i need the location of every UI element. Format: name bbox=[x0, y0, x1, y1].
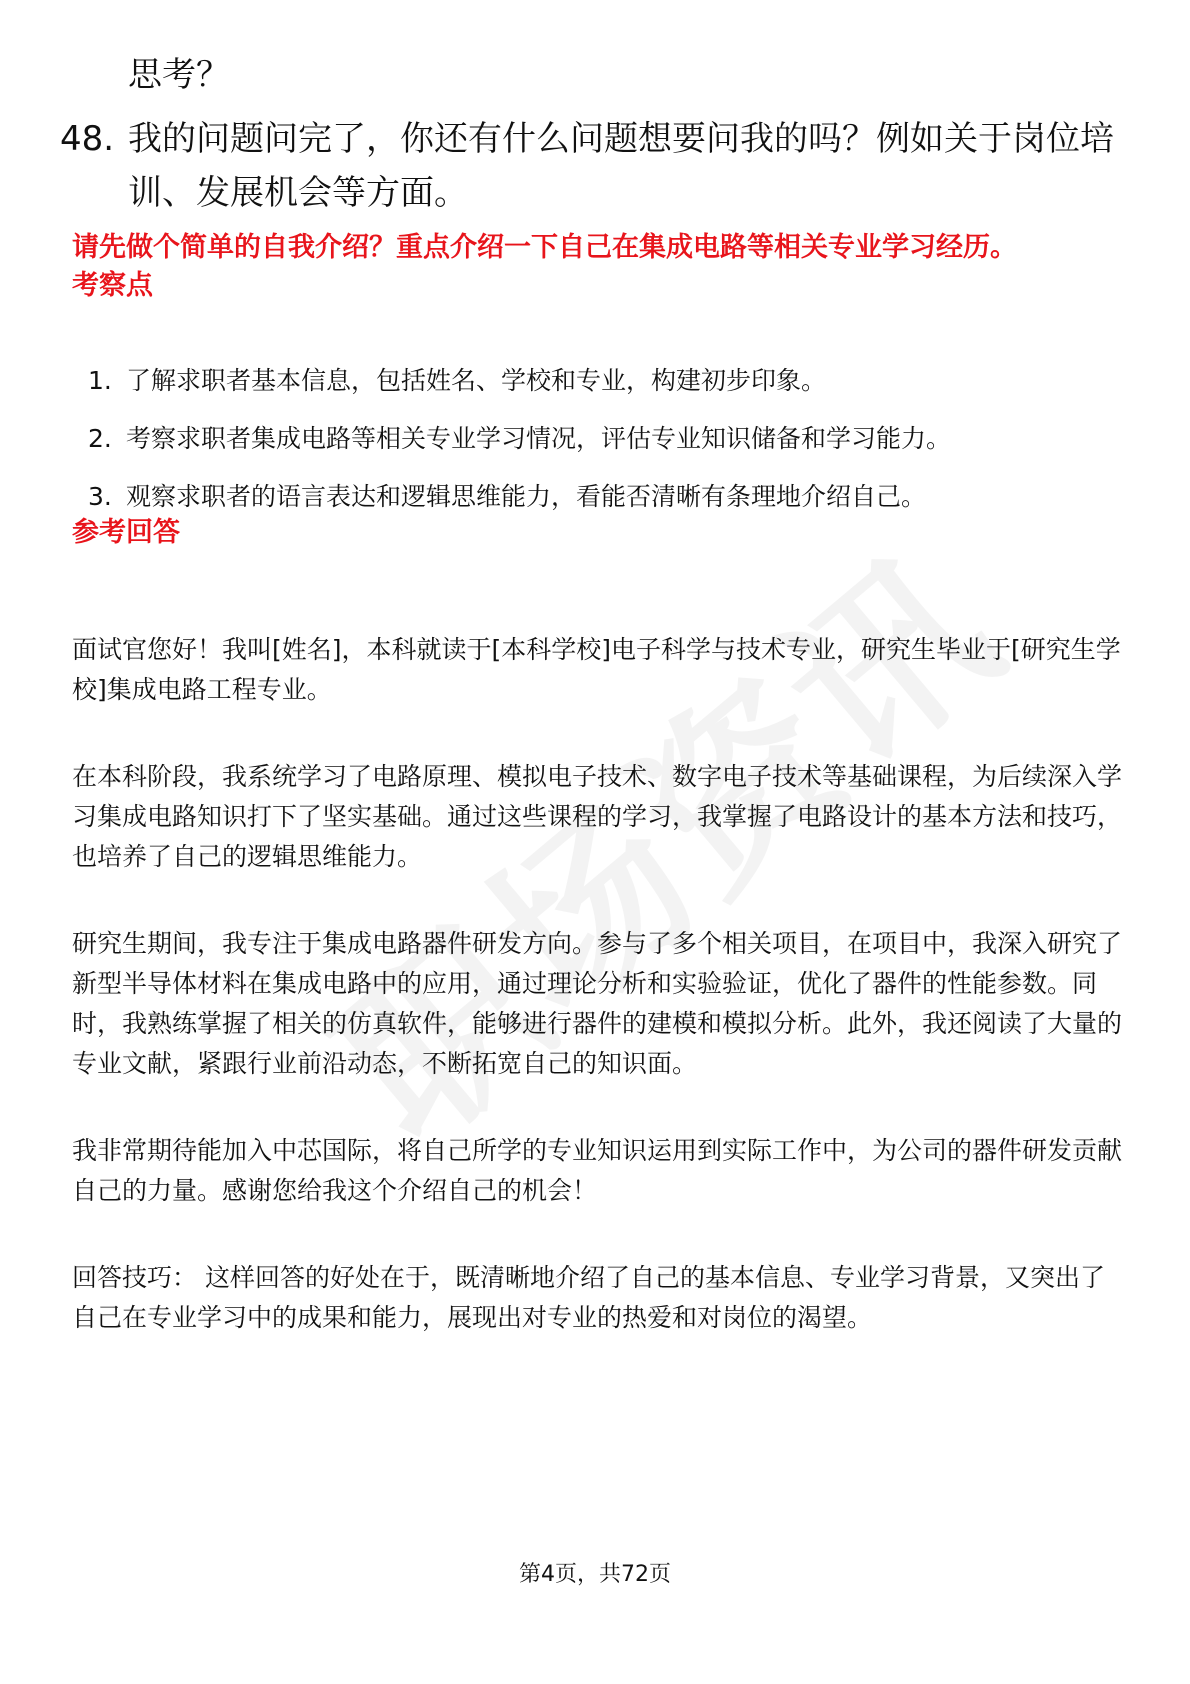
answer-paragraph: 研究生期间，我专注于集成电路器件研发方向。参与了多个相关项目，在项目中，我深入研究了新型半导体材料在集成电路中的应用，通过理论分析和实验验证，优化了器件的性能参数。同时，我熟练掌握了相关的仿真软件，能够进行器件的建模和模拟分析。此外，我还阅读了大量的专业文献，紧跟行业前沿动态，不断拓宽自己的知识面。 bbox=[72, 929, 1123, 1078]
reference-answer-heading: 参考回答 bbox=[72, 517, 180, 548]
question-continuation: 思考？ bbox=[128, 55, 230, 95]
list-item-number: 3. bbox=[88, 482, 112, 511]
interview-question-title: 请先做个简单的自我介绍？重点介绍一下自己在集成电路等相关专业学习经历。 bbox=[72, 232, 1017, 263]
list-item bbox=[88, 477, 1128, 535]
list-item-number: 2. bbox=[88, 424, 112, 453]
list-item-text: 了解求职者基本信息，包括姓名、学校和专业，构建初步印象。 bbox=[126, 366, 827, 395]
question-text: 我的问题问完了，你还有什么问题想要问我的吗？例如关于岗位培训、发展机会等方面。 bbox=[128, 119, 1114, 213]
list-item bbox=[88, 419, 1128, 477]
list-item bbox=[88, 361, 1128, 419]
answer-paragraph: 在本科阶段，我系统学习了电路原理、模拟电子技术、数字电子技术等基础课程，为后续深入学习集成电路知识打下了坚实基础。通过这些课程的学习，我掌握了电路设计的基本方法和技巧，也培养了自己的逻辑思维能力。 bbox=[72, 762, 1123, 871]
question-48 bbox=[60, 112, 1120, 220]
answer-paragraph: 我非常期待能加入中芯国际，将自己所学的专业知识运用到实际工作中，为公司的器件研发贡献自己的力量。感谢您给我这个介绍自己的机会！ bbox=[72, 1136, 1123, 1205]
answer-tip-paragraph: 回答技巧： 这样回答的好处在于，既清晰地介绍了自己的基本信息、专业学习背景，又突出了自己在专业学习中的成果和能力，展现出对专业的热爱和对岗位的渴望。 bbox=[72, 1263, 1105, 1332]
list-item-text: 观察求职者的语言表达和逻辑思维能力，看能否清晰有条理地介绍自己。 bbox=[126, 482, 927, 511]
exam-points-heading: 考察点 bbox=[72, 270, 153, 301]
reference-answer-body bbox=[72, 630, 1124, 1385]
list-item-text: 考察求职者集成电路等相关专业学习情况，评估专业知识储备和学习能力。 bbox=[126, 424, 952, 453]
page-number: 第4页，共72页 bbox=[519, 1562, 671, 1587]
answer-paragraph: 面试官您好！我叫[姓名]，本科就读于[本科学校]电子科学与技术专业，研究生毕业于[研究生学校]集成电路工程专业。 bbox=[72, 635, 1121, 704]
list-item-number: 1. bbox=[88, 366, 112, 395]
question-number: 48. bbox=[60, 119, 115, 159]
exam-points-list bbox=[88, 361, 1128, 535]
